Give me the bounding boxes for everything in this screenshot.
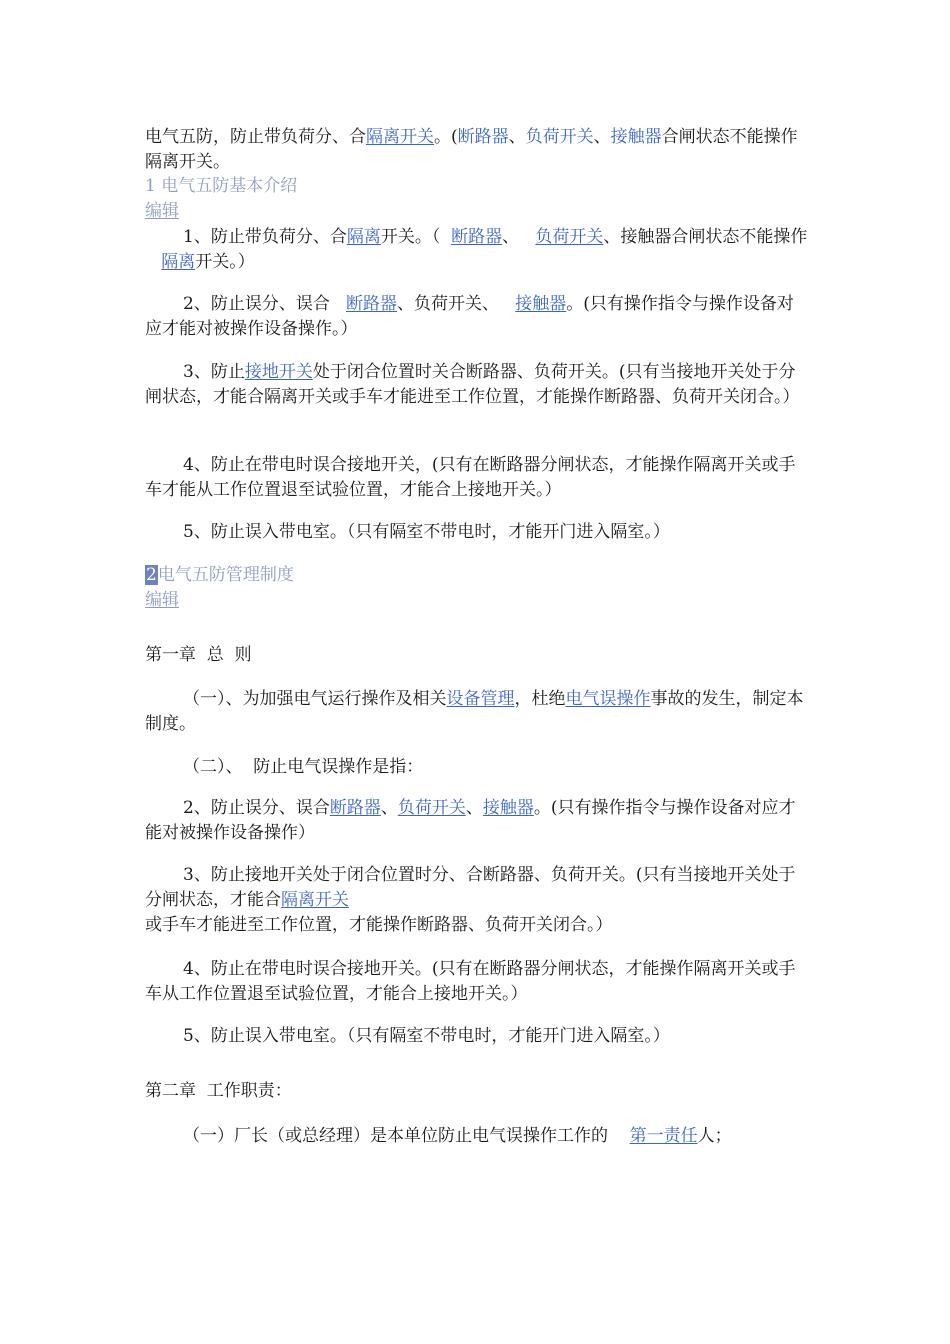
link-load-switch[interactable]: 负荷开关 <box>535 227 604 247</box>
link-grounding-switch[interactable]: 接地开关 <box>244 362 313 382</box>
link-contactor[interactable]: 接触器 <box>482 798 534 818</box>
paragraph: 4、防止在带电时误合接地开关。(只有在断路器分闸状态，才能操作隔离开关或手车从工作位置退至试验位置，才能合上接地开关。） <box>145 959 796 1004</box>
section-title: 电气五防管理制度 <box>157 565 294 585</box>
link-load-switch[interactable]: 负荷开关 <box>525 127 594 147</box>
intro-text: 电气五防，防止带负荷分、合 <box>145 127 366 147</box>
section-number: 2 <box>146 565 157 585</box>
paragraph <box>145 796 809 846</box>
intro-text: 合闸状态不能操作隔离开关。 <box>145 127 798 172</box>
text: 、 <box>380 798 398 818</box>
text: 人； <box>697 1126 732 1146</box>
text: 。(只有操作指令与操作设备对应才能对被操作设备操作） <box>145 798 796 843</box>
paragraph <box>145 225 809 275</box>
intro-text: 。( <box>434 127 458 147</box>
text: ，杜绝 <box>514 689 566 709</box>
text: 开关。（ <box>380 227 441 247</box>
paragraph: 5、防止误入带电室。（只有隔室不带电时，才能开门进入隔室。） <box>183 522 670 542</box>
link-first-responsible[interactable]: 第一责任 <box>629 1126 698 1146</box>
section-heading-management <box>145 563 809 588</box>
edit-link-container <box>145 199 809 224</box>
paragraph <box>145 360 809 410</box>
text: 、 <box>465 798 483 818</box>
link-circuit-breaker[interactable]: 断路器 <box>451 227 503 247</box>
edit-link-container <box>145 588 809 613</box>
text: 。(只有操作指令与操作设备对应才能对被操作设备操作。） <box>145 294 794 339</box>
section-heading-basic-intro: 1 电气五防基本介绍 <box>145 176 298 196</box>
text: （一）厂长（或总经理）是本单位防止电气误操作工作的 <box>183 1126 608 1146</box>
link-equipment-management[interactable]: 设备管理 <box>446 689 515 709</box>
link-circuit-breaker[interactable]: 断路器 <box>329 798 381 818</box>
link-isolating[interactable]: 隔离 <box>346 227 381 247</box>
paragraph <box>145 687 809 737</box>
link-isolating[interactable]: 隔离 <box>161 252 196 272</box>
text: 开关。） <box>195 252 255 272</box>
paragraph <box>145 1124 809 1149</box>
link-electrical-misoperation[interactable]: 电气误操作 <box>565 689 651 709</box>
chapter-heading: 第二章 工作职责： <box>145 1081 292 1101</box>
chapter-heading: 第一章 总 则 <box>145 645 252 665</box>
link-circuit-breaker[interactable]: 断路器 <box>457 127 509 147</box>
edit-link[interactable]: 编辑 <box>145 590 179 610</box>
paragraph: 5、防止误入带电室。（只有隔室不带电时，才能开门进入隔室。） <box>183 1026 670 1046</box>
text: 、负荷开关、 <box>397 294 500 314</box>
text: 处于闭合位置时关合断路器、负荷开关。(只有当接地开关处于分闸状态，才能合隔离开关或手车才能进至工作位置，才能操作断路器、负荷开关闭合。） <box>145 362 800 407</box>
text: （一）、为加强电气运行操作及相关 <box>183 689 447 709</box>
paragraph <box>145 292 809 342</box>
text: 2、防止误分、误合 <box>183 294 330 314</box>
text: 、接触器合闸状态不能操作 <box>603 227 808 247</box>
paragraph <box>145 863 809 938</box>
text: 2、防止误分、误合 <box>183 798 330 818</box>
text: 、 <box>502 227 520 247</box>
text: 1、防止带负荷分、合 <box>183 227 347 247</box>
intro-paragraph <box>145 125 809 175</box>
text: 3、防止 <box>183 362 245 382</box>
link-load-switch[interactable]: 负荷开关 <box>397 798 466 818</box>
paragraph: （二）、 防止电气误操作是指： <box>183 757 424 777</box>
link-contactor[interactable]: 接触器 <box>610 127 662 147</box>
intro-text: 、 <box>593 127 611 147</box>
text: 事故的发生，制定本制度。 <box>145 689 804 734</box>
link-isolating-switch[interactable]: 隔离开关 <box>281 890 349 910</box>
link-isolating-switch[interactable]: 隔离开关 <box>366 127 434 147</box>
intro-text: 、 <box>508 127 526 147</box>
paragraph: 4、防止在带电时误合接地开关，(只有在断路器分闸状态，才能操作隔离开关或手车才能从工作位置退至试验位置，才能合上接地开关。） <box>145 455 796 500</box>
text: 或手车才能进至工作位置，才能操作断路器、负荷开关闭合。） <box>145 915 613 935</box>
link-circuit-breaker[interactable]: 断路器 <box>346 294 398 314</box>
edit-link[interactable]: 编辑 <box>145 201 179 221</box>
text: 3、防止接地开关处于闭合位置时分、合断路器、负荷开关。(只有当接地开关处于分闸状态，才能合 <box>145 865 796 910</box>
link-contactor[interactable]: 接触器 <box>515 294 567 314</box>
